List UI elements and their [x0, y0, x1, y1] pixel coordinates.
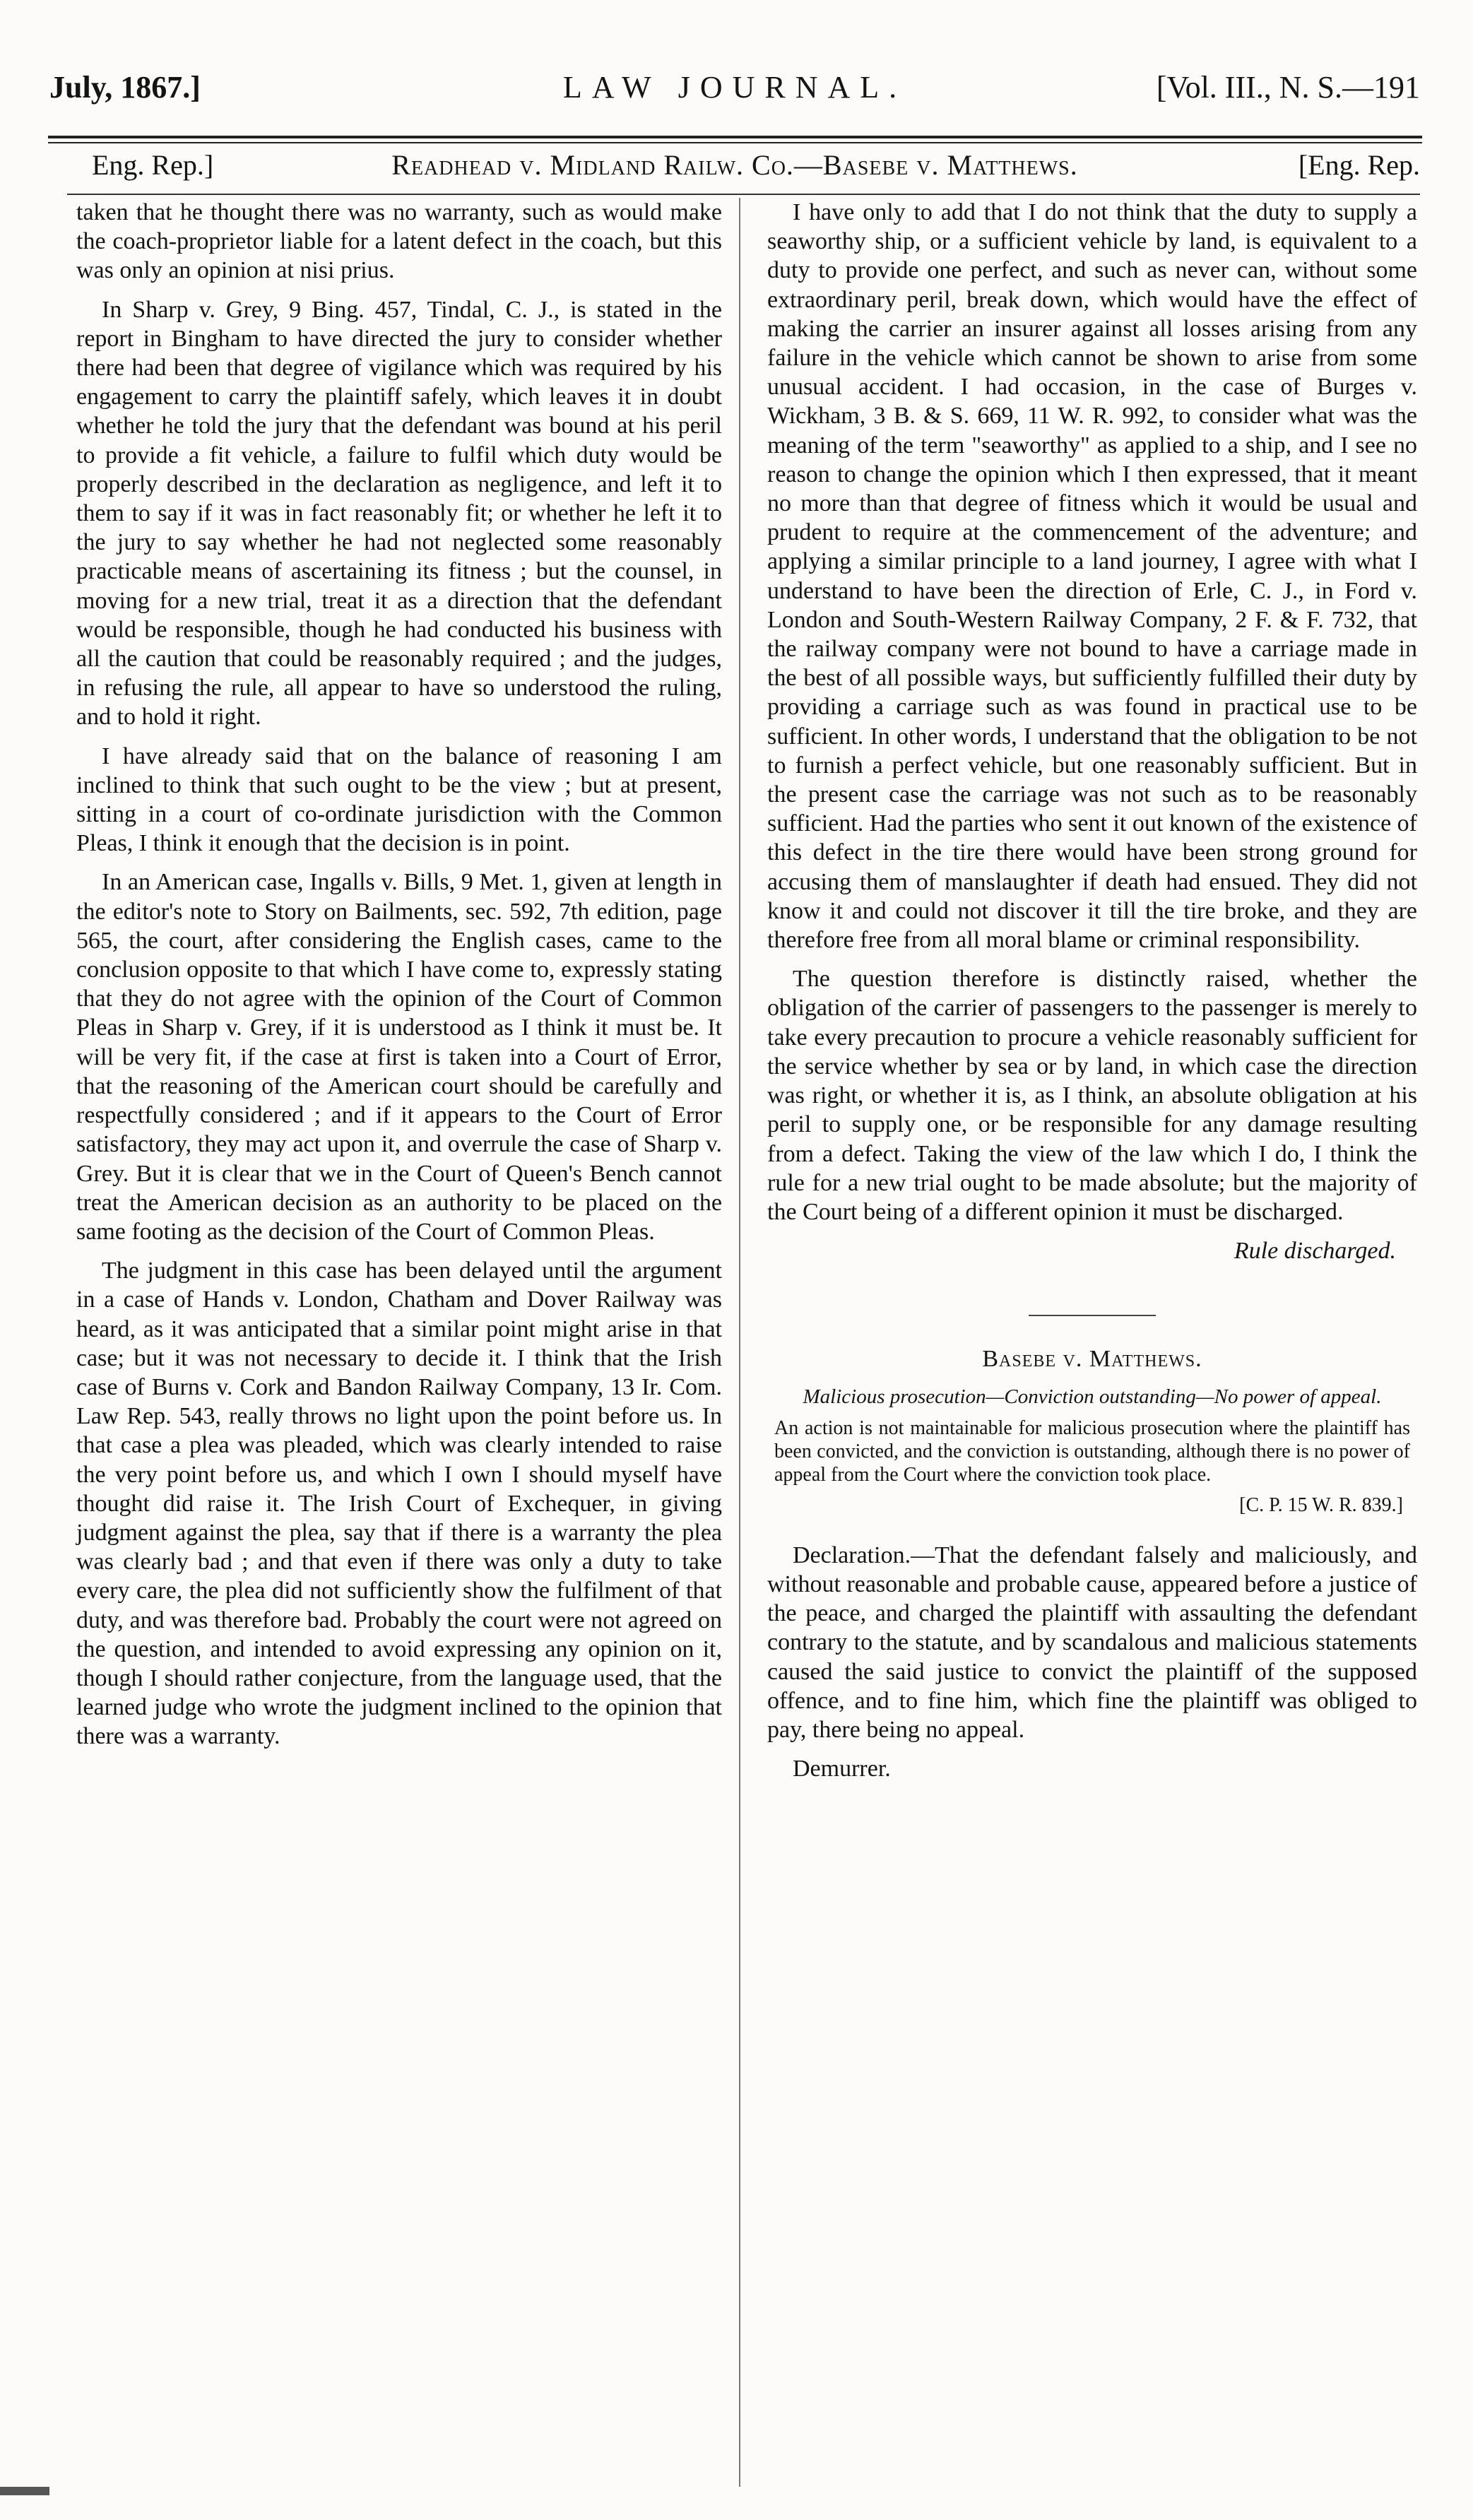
headnote: An action is not maintainable for malicious prosecution where the plaintiff has been convicted, and the conviction is outstanding, although there is no power of appeal from the Court where the conviction took place. [774, 1416, 1410, 1486]
paragraph: The question therefore is distinctly raised, whether the obligation of the carrier of passengers to the passenger is merely to take every precaution to procure a vehicle reasonably sufficient for the service whether by sea or by land, in which case the direction was right, or whether it is, as I think, an absolute obligation at his peril to supply one, or be responsible for any damage resulting from a defect. Taking the view of the law which I do, I think the rule for a new trial ought to be made absolute; but the majority of the Court being of a different opinion it must be discharged. [767, 966, 1417, 1225]
page-edge-mark [0, 2487, 49, 2495]
left-column [76, 198, 722, 1761]
headnote-keywords: Malicious prosecution—Conviction outstanding—No power of appeal. [803, 1385, 1382, 1408]
paragraph: I have already said that on the balance of reasoning I am inclined to think that such ought to be the view ; but at present, sitting in a court of co-ordinate jurisdiction with the Common Pleas, I think it enough that the decision is in point. [76, 743, 722, 857]
journal-title: LAW JOURNAL. [562, 70, 907, 105]
running-head-date: July, 1867.] [49, 70, 201, 105]
paragraph: In Sharp v. Grey, 9 Bing. 457, Tindal, C. J., is stated in the report in Bingham to have directed the jury to consider whether there had been that degree of vigilance which was required by his engagement to carry the plaintiff safely, which leaves it in doubt whether he told the jury that the defendant was bound at his peril to provide a fit vehicle, a failure to fulfil which duty would be properly described in the declaration as negligence, and left it to them to say if it was in fact reasonably fit; or whether he left it to the jury to say whether he had not neglected some reasonably practicable means of ascertaining its fitness ; but the counsel, in moving for a new trial, treat it as a direction that the defendant would be responsible, though he had conducted his business with all the caution that could be reasonably required ; and the judges, in refusing the rule, all appear to have so understood the ruling, and to hold it right. [76, 296, 722, 730]
right-column [767, 198, 1417, 1793]
paragraph: taken that he thought there was no warranty, such as would make the coach-proprietor liable for a latent defect in the coach, but this was only an opinion at nisi prius. [76, 199, 722, 284]
paragraph: In an American case, Ingalls v. Bills, 9 Met. 1, given at length in the editor's note to Story on Bailments, sec. 592, 7th edition, page 565, the court, after considering the English cases, came to the conclusion opposite to that which I have come to, expressly stating that they do not agree with the opinion of the Court of Common Pleas in Sharp v. Grey, if it is understood as I think it must be. It will be very fit, if the case at first is taken into a Court of Error, that the reasoning of the American court should be carefully and respectfully considered ; and if it appears to the Court of Error satisfactory, they may act upon it, and overrule the case of Sharp v. Grey. But it is clear that we in the Court of Queen's Bench cannot treat the American decision as an authority to be placed on the same footing as the decision of the Court of Common Pleas. [76, 869, 722, 1245]
paragraph: Declaration.—That the defendant falsely and maliciously, and without reasonable and probable cause, appeared before a justice of the peace, and charged the plaintiff with assaulting the defendant contrary to the statute, and by scandalous and malicious statements caused the said justice to convict the plaintiff of the supposed offence, and to fine him, which fine the plaintiff was obliged to pay, there being no appeal. [767, 1542, 1417, 1743]
volume-page-number: [Vol. III., N. S.—191 [1156, 70, 1420, 105]
case-head [49, 148, 1420, 191]
header-rule [48, 136, 1422, 138]
case-head-title: Readhead v. Midland Railw. Co.—Basebe v. Matthews. [391, 149, 1078, 181]
column-divider [739, 198, 740, 2487]
running-head [49, 69, 1420, 112]
section-separator [1029, 1315, 1156, 1316]
paragraph: Demurrer. [793, 1756, 891, 1782]
case-head-rule [67, 194, 1420, 195]
case-head-right: [Eng. Rep. [1298, 149, 1420, 181]
second-case-title: Basebe v. Matthews. [982, 1346, 1202, 1373]
header-rule-thin [48, 142, 1422, 143]
case-citation: [C. P. 15 W. R. 839.] [1239, 1493, 1403, 1516]
paragraph: The judgment in this case has been delayed until the argument in a case of Hands v. London, Chatham and Dover Railway was heard, as it was anticipated that a similar point might arise in that case; but it was not necessary to decide it. I think that the Irish case of Burns v. Cork and Bandon Railway Company, 13 Ir. Com. Law Rep. 543, really throws no light upon the point before us. In that case a plea was pleaded, which was clearly intended to raise the very point before us, and which I own I should myself have thought did raise it. The Irish Court of Exchequer, in giving judgment against the plea, say that if there is a warranty the plea was clearly bad ; and that even if there was only a duty to take every care, the plea did not sufficiently show the fulfilment of that duty, and was therefore bad. Probably the court were not agreed on the question, and intended to avoid expressing any opinion on it, though I should rather conjecture, from the language used, that the learned judge who wrote the judgment inclined to the opinion that there was a warranty. [76, 1258, 722, 1750]
case-head-left: Eng. Rep.] [92, 149, 214, 181]
paragraph: I have only to add that I do not think that the duty to supply a seaworthy ship, or a sufficient vehicle by land, is equivalent to a duty to provide one perfect, and such as never can, without some extraordinary peril, break down, which would have the effect of making the carrier an insurer against all losses arising from any failure in the vehicle which cannot be shown to arise from some unusual accident. I had occasion, in the case of Burges v. Wickham, 3 B. & S. 669, 11 W. R. 992, to consider what was the meaning of the term "seaworthy" as applied to a ship, and I see no reason to change the opinion which I then expressed, that it meant no more than that degree of fitness which it would be usual and prudent to require at the commencement of the adventure; and applying a similar principle to a land journey, I agree with what I understand to have been the direction of Erle, C. J., in Ford v. London and South-Western Railway Company, 2 F. & F. 732, that the railway company were not bound to have a carriage made in the best of all possible ways, but sufficiently fulfilled their duty by providing a carriage such as was found in practical use to be sufficient. In other words, I understand that the obligation to be not to furnish a perfect vehicle, but one reasonably sufficient. But in the present case the carriage was not such as to be reasonably sufficient. Had the parties who sent it out known of the existence of this defect in the tire there would have been strong ground for accusing them of manslaughter if death had ensued. They did not know it and could not discover it till the tire broke, and they are therefore free from all moral blame or criminal responsibility. [767, 199, 1417, 954]
judgment-signoff: Rule discharged. [1234, 1238, 1396, 1265]
